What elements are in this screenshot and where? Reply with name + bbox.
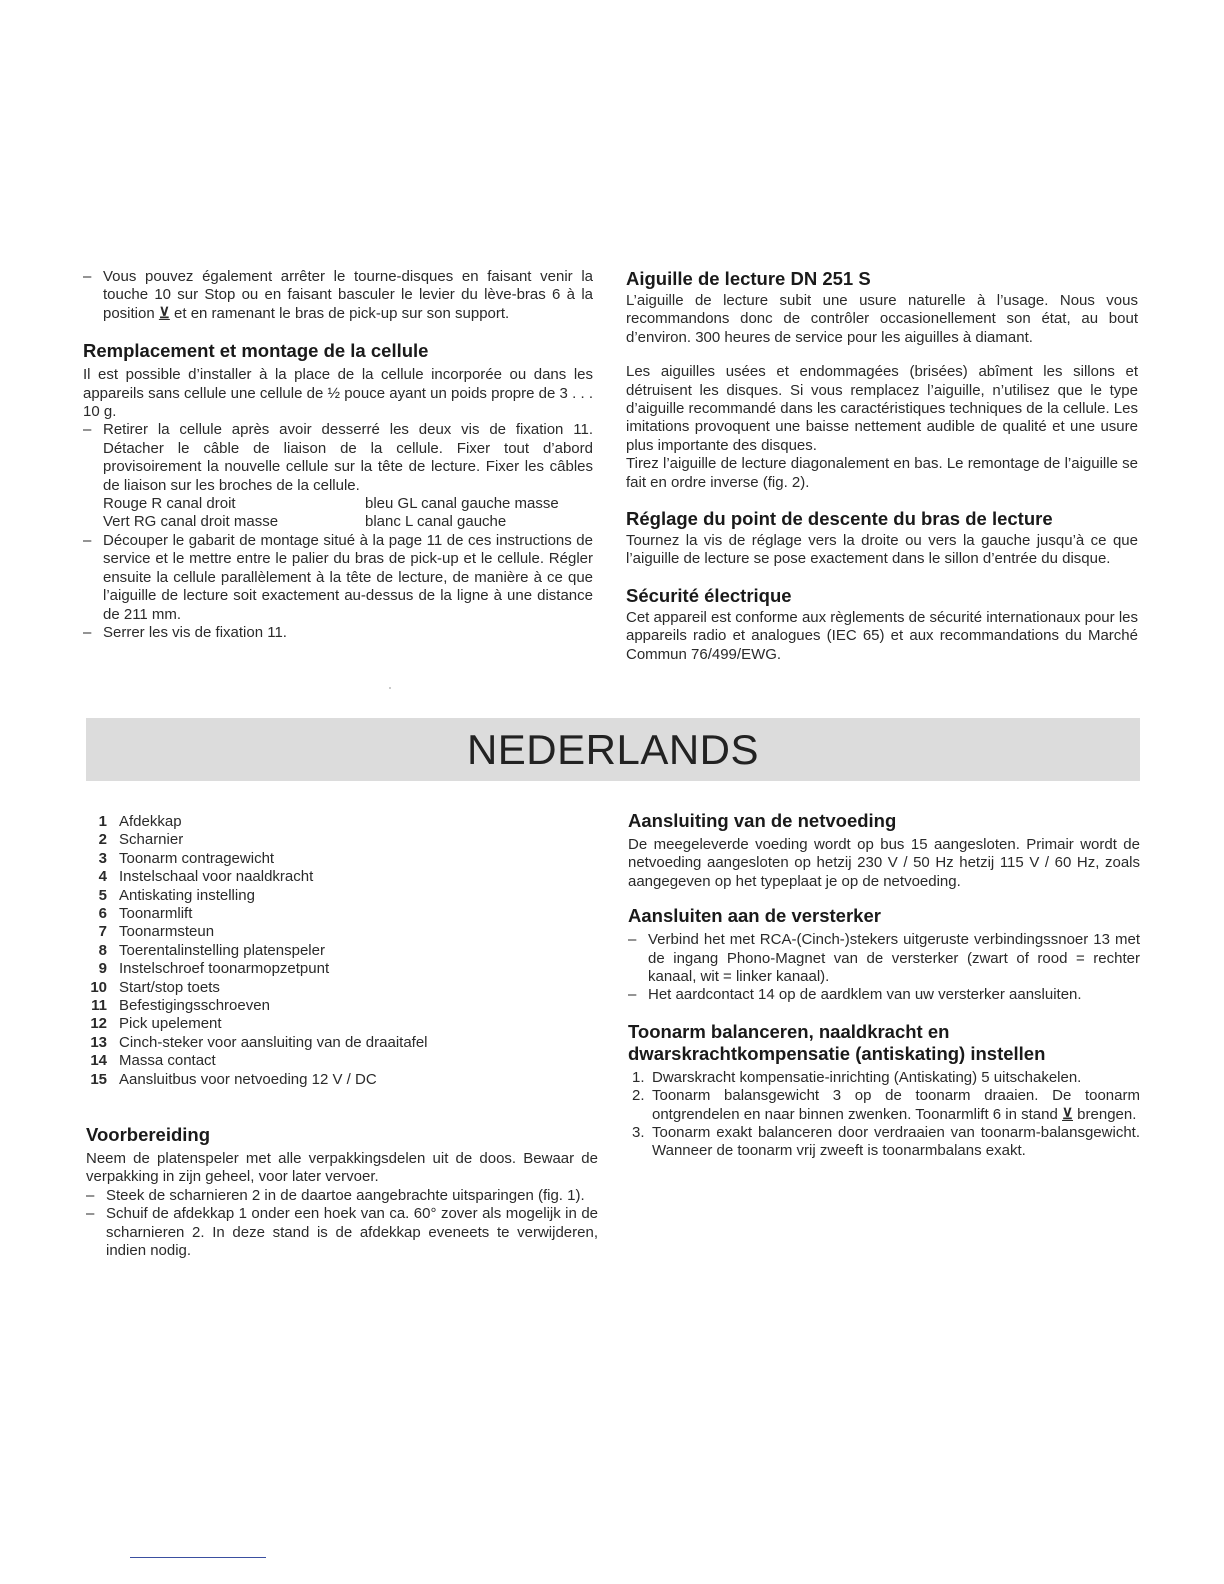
part-number: 6 [98,905,107,923]
fr-left-column [83,268,593,642]
part-item [86,942,606,960]
part-number: 13 [90,1033,107,1051]
cartridge-heading: Remplacement et montage de la cellule [83,340,429,362]
needle-paragraph-1: L’aiguille de lecture subit une usure naturelle à l’usage. Nous vous recommandons donc de contrôler occasionellement son état, au bout d’environ. 300 heures de service pour les aiguilles à diamant. [626,292,1138,346]
step-tail: brengen. [1077,1105,1137,1123]
part-item [86,997,606,1015]
step-number: 1. [632,1068,645,1086]
part-label: Scharnier [119,831,184,849]
wire-cell: Vert RG canal droit masse [103,513,279,531]
banner-title: NEDERLANDS [466,725,760,773]
step-number: 2. [632,1087,645,1105]
needle-paragraph-2: Les aiguilles usées et endommagées (brisées) abîment les sillons et détruisent les disques. Si vous remplacez l’aiguille, n’utilisez que le type d’aiguille recommandé dans les caractéristiques techniques de la cellule. Les imitations provoquent une baisse nettement audible de qualité et une usure plus importante des disques. [626,363,1138,454]
nl-right-column [628,810,1140,1161]
part-number: 14 [90,1052,107,1070]
wire-row [103,495,593,513]
power-paragraph: De meegeleverde voeding wordt op bus 15 aangesloten. Primair wordt de netvoeding aangesloten op hetzij 230 V / 50 Hz hetzij 115 V / 60 Hz, zoals aangegeven op het typeplaat je op de netvoeding. [628,836,1140,890]
nl-left-column [86,1124,598,1260]
part-item [86,1015,606,1033]
part-label: Toonarm contragewicht [119,849,275,867]
needle-heading: Aiguille de lecture DN 251 S [626,268,871,289]
part-label: Cinch-steker voor aansluiting van de draaitafel [119,1033,428,1051]
balance-steps [628,1069,1140,1161]
part-label: Pick upelement [119,1015,222,1033]
balance-step [628,1087,1140,1124]
part-number: 5 [98,886,107,904]
part-item [86,1071,606,1089]
part-label: Toonarmlift [119,905,193,923]
part-label: Start/stop toets [119,978,220,996]
fr-right-column [626,268,1138,664]
part-item [86,979,606,997]
part-item [86,850,606,868]
part-label: Toerentalinstelling platenspeler [119,941,325,959]
wire-cell: bleu GL canal gauche masse [365,495,559,513]
cartridge-step-remove: – Retirer la cellule après avoir desserré les deux vis de fixation 11. Détacher le câble de liaison de la cellule. Fixer tout d’abord provisoirement la nouvelle cellule sur la tête de lecture. Fixer les câbles de liaison sur les broches de la cellule. [83,421,593,495]
power-heading: Aansluiting van de netvoeding [628,810,897,831]
part-number: 8 [98,941,107,959]
needle-paragraph-3: Tirez l’aiguille de lecture diagonalement en bas. Le remontage de l’aiguille se fait en ordre inverse (fig. 2). [626,455,1138,491]
stop-instruction [83,268,593,323]
wire-table [83,495,593,532]
part-label: Massa contact [119,1052,216,1070]
cartridge-intro: Il est possible d’installer à la place de la cellule incorporée ou dans les appareils sans cellule une cellule de ½ pouce ayant un poids propre de 3 . . . 10 g. [83,366,593,421]
part-number: 7 [98,923,107,941]
lift-down-symbol-icon: ⊻ [1062,1105,1073,1123]
part-number: 3 [98,849,107,867]
part-number: 1 [98,813,107,830]
part-label: Aansluitbus voor netvoeding 12 V / DC [119,1070,377,1088]
part-label: Befestigingsschroeven [119,997,270,1015]
step-text: Dwarskracht kompensatie-inrichting (Antiskating) 5 uitschakelen. [652,1068,1082,1086]
part-item [86,1052,606,1070]
stop-instruction-tail: et en ramenant le bras de pick-up sur son support. [174,304,510,322]
part-number: 9 [98,960,107,978]
cartridge-step-template: – Découper le gabarit de montage situé à la page 11 de ces instructions de service et le mettre entre le palier du bras de pick-up et le cellule. Régler ensuite la cellule parallèlement à la tête de lecture, de manière à ce que l’aiguille de lecture soit exactement au-dessus de la ligne à une distance de 211 mm. [83,532,593,624]
part-number: 4 [98,868,107,886]
language-banner [86,718,1140,781]
safety-paragraph: Cet appareil est conforme aux règlements de sécurité internationaux pour les appareils radio et analogues (IEC 65) et aux recommandations du Marché Commun 76/499/EWG. [626,608,1138,663]
part-number: 15 [90,1070,107,1088]
prep-step-cover: – Schuif de afdekkap 1 onder een hoek van ca. 60° zover als mogelijk in de scharnieren 2. In deze stand is de afdekkap eveneets te verwijderen, indien nodig. [86,1205,598,1260]
part-item [86,1034,606,1052]
part-number: 11 [91,997,107,1015]
amp-step-ground: – Het aardcontact 14 op de aardklem van uw versterker aansluiten. [628,986,1140,1004]
scan-dot [389,687,391,689]
balance-step [628,1124,1140,1161]
amp-step-cable: – Verbind het met RCA-(Cinch-)stekers uitgeruste verbindingssnoer 13 met de ingang Phono-Magnet van de versterker (zwart of rood = rechter kanaal, wit = linker kanaal). [628,931,1140,986]
part-item [86,831,606,849]
step-text: Toonarm balansgewicht 3 op de toonarm draaien. De toonarm ontgrendelen en naar binnen zwenken. Toonarmlift 6 in stand [652,1087,1140,1123]
part-number: 12 [90,1015,107,1033]
amp-heading: Aansluiten aan de versterker [628,905,881,927]
lift-down-symbol-icon: ⊻ [158,304,170,322]
wire-cell: blanc L canal gauche [365,513,507,531]
cue-heading: Réglage du point de descente du bras de lecture [626,508,1053,530]
stop-instruction-text: Vous pouvez également arrêter le tourne-disques en faisant venir la touche 10 sur Stop ou en faisant basculer le levier du lève-bras 6 à la position [103,268,593,322]
part-item [86,960,606,978]
part-label: Instelschaal voor naaldkracht [119,868,314,886]
cue-paragraph: Tournez la vis de réglage vers la droite ou vers la gauche jusqu’à ce que l’aiguille de lecture se pose exactement dans le sillon d’entrée du disque. [626,532,1138,568]
step-text: Toonarm exakt balanceren door verdraaien van toonarm-balansgewicht. Wanneer de toonarm vrij zweeft is toonarmbalans exakt. [652,1124,1140,1160]
part-label: Antiskating instelling [119,886,255,904]
prep-paragraph: Neem de platenspeler met alle verpakkingsdelen uit de doos. Bewaar de verpakking in zijn geheel, voor later vervoer. [86,1150,598,1186]
footer-rule [130,1557,266,1558]
part-item [86,905,606,923]
part-item [86,813,606,831]
part-label: Afdekkap [119,813,182,830]
part-item [86,868,606,886]
wire-row [103,513,593,531]
parts-list [86,813,606,1089]
balance-heading-line-2: dwarskrachtkompensatie (antiskating) instellen [628,1042,1046,1064]
balance-step [628,1069,1140,1087]
step-number: 3. [632,1124,645,1142]
safety-heading: Sécurité électrique [626,584,792,606]
prep-step-hinges: – Steek de scharnieren 2 in de daartoe aangebrachte uitsparingen (fig. 1). [86,1187,598,1205]
part-label: Toonarmsteun [119,923,215,941]
wire-cell: Rouge R canal droit [103,495,236,513]
part-number: 10 [90,978,107,996]
part-item [86,923,606,941]
part-item [86,887,606,905]
balance-heading-line-1: Toonarm balanceren, naaldkracht en [628,1020,950,1042]
part-label: Instelschroef toonarmopzetpunt [119,960,330,978]
cartridge-step-tighten: – Serrer les vis de fixation 11. [83,624,593,642]
part-number: 2 [98,831,107,849]
prep-heading: Voorbereiding [86,1124,211,1145]
